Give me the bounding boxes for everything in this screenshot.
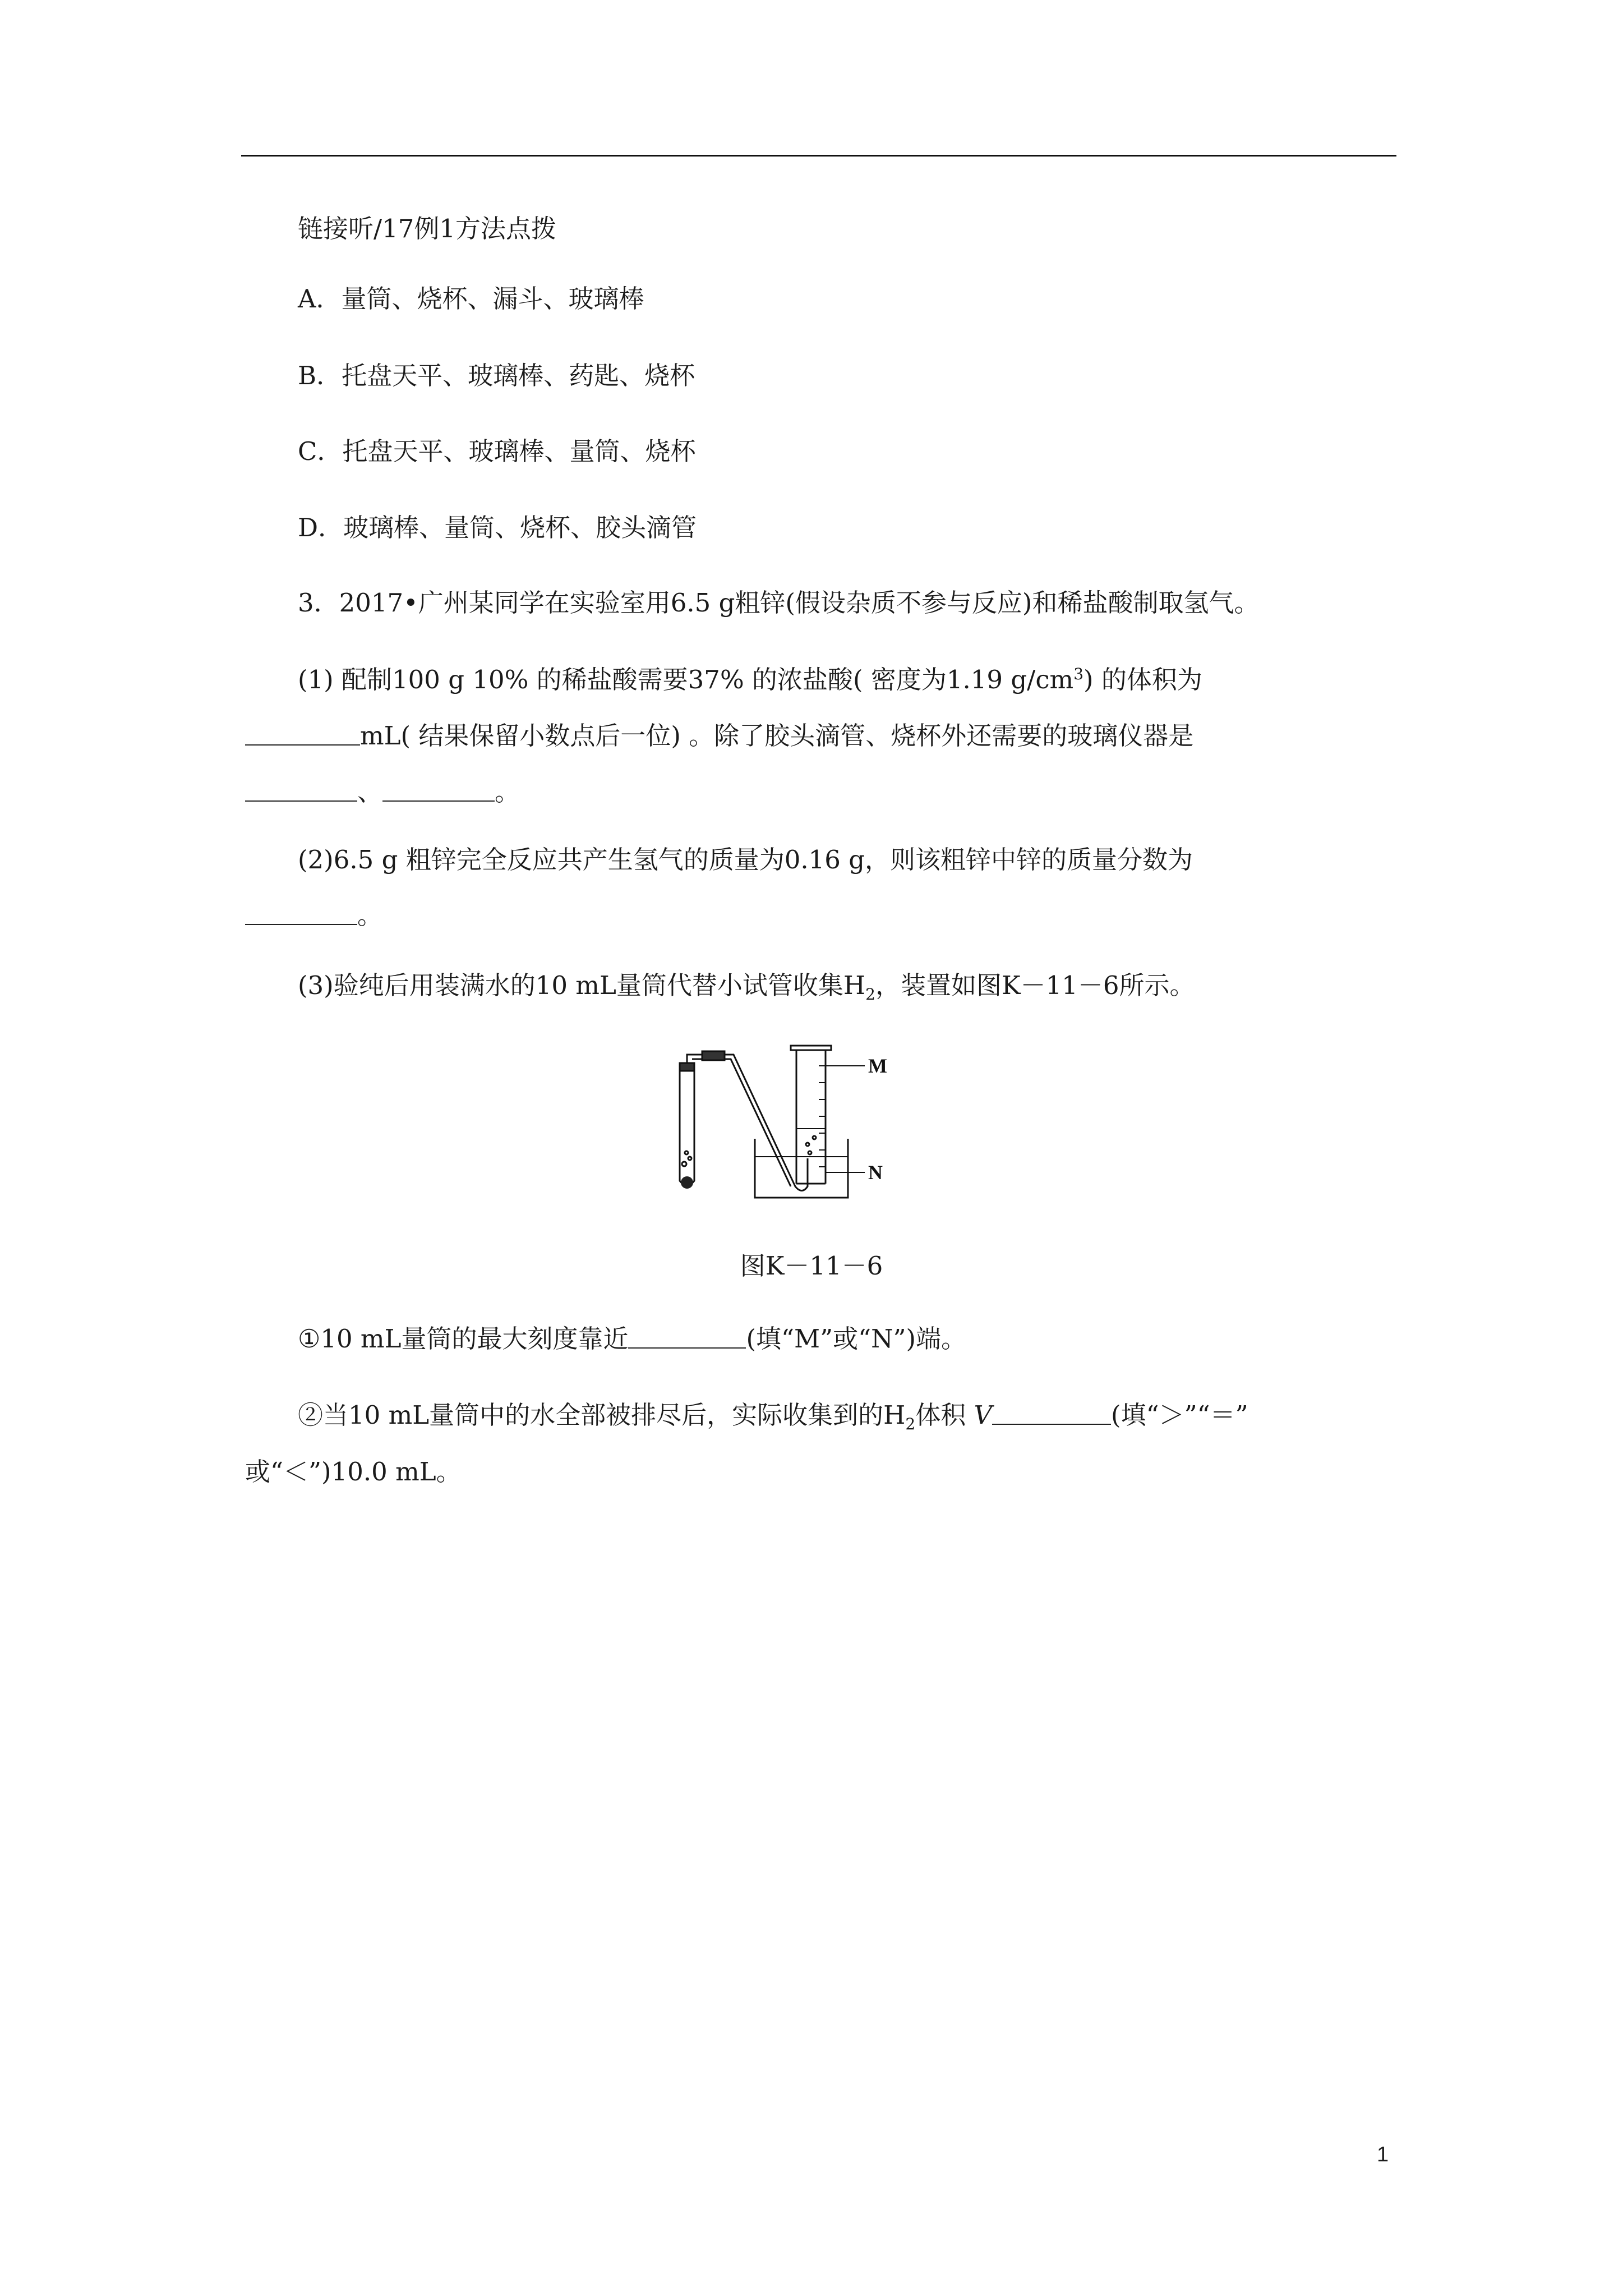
stopper — [680, 1063, 694, 1071]
sub-question-2-line-1 — [298, 1398, 1248, 1432]
tube-inner — [692, 1059, 791, 1186]
tube-body — [680, 1071, 694, 1186]
part-1-line-2 — [245, 719, 1193, 753]
zinc-granules — [681, 1176, 693, 1189]
delivery-tube — [687, 1051, 808, 1191]
part-2-line-1: (2)6.5 g 粗锌完全反应共产生氢气的质量为0.16 g，则该粗锌中锌的质量分数为 — [298, 845, 1193, 875]
part-1-text-c: mL( 结果保留小数点后一位) 。除了胶头滴管、烧杯外还需要的玻璃仪器是 — [360, 721, 1194, 751]
answer-blank[interactable] — [628, 1325, 746, 1349]
bubble — [682, 1162, 686, 1166]
variable-v: V — [974, 1400, 993, 1430]
part-1-line-3 — [245, 775, 520, 809]
bubble — [688, 1157, 691, 1160]
page-number: 1 — [1377, 2143, 1389, 2166]
answer-blank[interactable] — [245, 901, 357, 925]
option-c — [298, 435, 695, 468]
period: 。 — [495, 777, 520, 807]
apparatus-figure — [639, 1038, 987, 1206]
option-letter: D． — [298, 513, 344, 542]
link-text: 链接听/17例1方法点拨 — [298, 214, 557, 243]
beaker — [755, 1139, 848, 1198]
answer-blank[interactable] — [992, 1401, 1111, 1425]
option-letter: B． — [298, 361, 342, 390]
test-tube — [680, 1063, 694, 1189]
sub-question-2-text-a: ②当10 mL量筒中的水全部被排尽后，实际收集到的H — [298, 1400, 906, 1430]
option-a — [298, 282, 644, 316]
option-text: 托盘天平、玻璃棒、药匙、烧杯 — [342, 361, 695, 390]
option-letter: C． — [298, 436, 343, 466]
rubber-connector — [702, 1051, 725, 1060]
option-d — [298, 511, 697, 545]
figure-caption: 图K－11－6 — [740, 1251, 883, 1281]
part-3-text-a: (3)验纯后用装满水的10 mL量筒代替小试管收集H — [298, 970, 866, 1000]
part-3-text — [298, 969, 1195, 1002]
part-3-text-b: ，装置如图K－11－6所示。 — [875, 970, 1195, 1000]
answer-blank[interactable] — [245, 722, 360, 746]
sub-question-1-text-a: ①10 mL量筒的最大刻度靠近 — [298, 1324, 629, 1354]
option-text: 托盘天平、玻璃棒、量筒、烧杯 — [342, 436, 696, 466]
sub-question-1-text-b: (填“M”或“N”)端。 — [746, 1324, 967, 1354]
option-text: 玻璃棒、量筒、烧杯、胶头滴管 — [343, 513, 697, 542]
option-b — [298, 359, 695, 393]
answer-blank[interactable] — [382, 778, 495, 802]
sub-question-2-text-b: 体积 — [915, 1400, 966, 1430]
question-3-stem: 3．2017•广州某同学在实验室用6.5 g粗锌(假设杂质不参与反应)和稀盐酸制取氢气。 — [298, 588, 1260, 618]
sub-question-1 — [298, 1322, 966, 1356]
part-2-line-2 — [245, 899, 382, 932]
part-1-text-b: ) 的体积为 — [1083, 665, 1202, 694]
sub-question-2-text-c: (填“＞”“＝” — [1111, 1400, 1248, 1430]
beaker-body — [755, 1139, 848, 1198]
header-rule — [241, 155, 1396, 157]
bubble — [685, 1151, 688, 1154]
cylinder-base — [791, 1046, 831, 1050]
graduated-cylinder — [791, 1046, 865, 1184]
label-m: M — [868, 1055, 887, 1077]
sub-question-2-line-2: 或“＜”)10.0 mL。 — [245, 1457, 462, 1487]
part-1-line-1 — [298, 663, 1202, 697]
superscript: 3 — [1073, 665, 1084, 683]
subscript: 2 — [865, 985, 875, 1004]
option-text: 量筒、烧杯、漏斗、玻璃棒 — [341, 284, 644, 314]
period: 。 — [357, 900, 383, 930]
tube-outer — [687, 1055, 808, 1191]
subscript: 2 — [905, 1415, 916, 1433]
answer-blank[interactable] — [245, 778, 357, 802]
option-letter: A． — [298, 284, 342, 314]
separator: 、 — [357, 777, 383, 807]
label-n: N — [868, 1161, 883, 1184]
part-1-text-a: (1) 配制100 g 10% 的稀盐酸需要37% 的浓盐酸( 密度为1.19 g/cm — [298, 665, 1074, 694]
